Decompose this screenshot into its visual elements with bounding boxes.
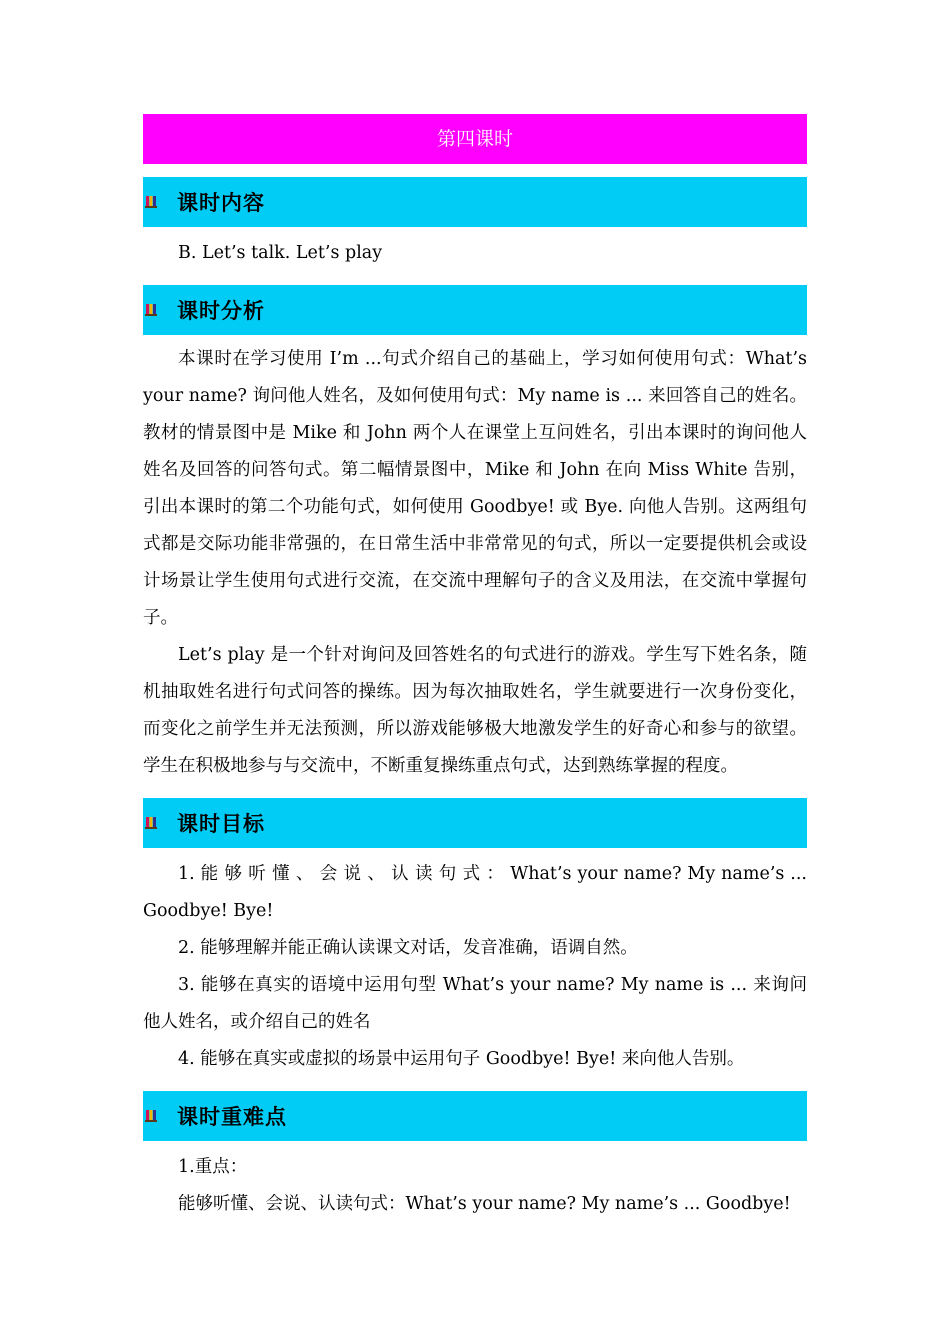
section-header-keypoints — [143, 1091, 807, 1141]
book-bullet-icon — [145, 303, 157, 317]
section-heading: 课时分析 — [177, 299, 265, 323]
goal-item: 2. 能够理解并能正确认读课文对话，发音准确，语调自然。 — [178, 938, 638, 958]
section-header-goals — [143, 798, 807, 848]
lesson-title-banner — [143, 114, 807, 164]
section-heading: 课时重难点 — [177, 1105, 287, 1129]
goal-item: 3. 能够在真实的语境中运用句型 What’s your name? My name is ... 来询问他人姓名，或介绍自己的姓名 — [143, 975, 807, 1032]
section-heading: 课时目标 — [177, 812, 265, 836]
keypoint-text: 能够听懂、会说、认读句式：What’s your name? My name’s ... Goodbye! — [178, 1194, 791, 1214]
keypoint-label: 1.重点： — [178, 1157, 248, 1177]
lesson-title: 第四课时 — [436, 128, 513, 150]
book-bullet-icon — [145, 195, 157, 209]
book-bullet-icon — [145, 816, 157, 830]
section-paragraph: B. Let’s talk. Let’s play — [178, 243, 383, 263]
section-header-content — [143, 177, 807, 227]
section-paragraph: 本课时在学习使用 I’m ...句式介绍自己的基础上，学习如何使用句式：What’s your name? 询问他人姓名，及如何使用句式：My name is ... 来回答自己的姓名。教材的情景图中是 Mike 和 John 两个人在课堂上互问姓名，引出本课时的询问他人姓名及回答的问答句式。第二幅情景图中，Mike 和 John 在向 Miss White 告别，引出本课时的第二个功能句式，如何使用 Goodbye! 或 Bye. 向他人告别。这两组句式都是交际功能非常强的，在日常生活中非常常见的句式，所以一定要提供机会或设计场景让学生使用句式进行交流，在交流中理解句子的含义及用法，在交流中掌握句子。 — [143, 349, 807, 628]
goal-item: 4. 能够在真实或虚拟的场景中运用句子 Goodbye! Bye! 来向他人告别。 — [178, 1049, 745, 1069]
section-heading: 课时内容 — [177, 191, 265, 215]
section-header-analysis — [143, 285, 807, 335]
goal-item: 1. 能 够 听 懂 、 会 说 、 认 读 句 式 ： What’s your name? My name’s ... Goodbye! Bye! — [143, 864, 807, 921]
book-bullet-icon — [145, 1109, 157, 1123]
section-paragraph: Let’s play 是一个针对询问及回答姓名的句式进行的游戏。学生写下姓名条，随机抽取姓名进行句式问答的操练。因为每次抽取姓名，学生就要进行一次身份变化，而变化之前学生并无法预测，所以游戏能够极大地激发学生的好奇心和参与的欲望。学生在积极地参与与交流中，不断重复操练重点句式，达到熟练掌握的程度。 — [143, 645, 807, 776]
document-page — [143, 114, 807, 1223]
